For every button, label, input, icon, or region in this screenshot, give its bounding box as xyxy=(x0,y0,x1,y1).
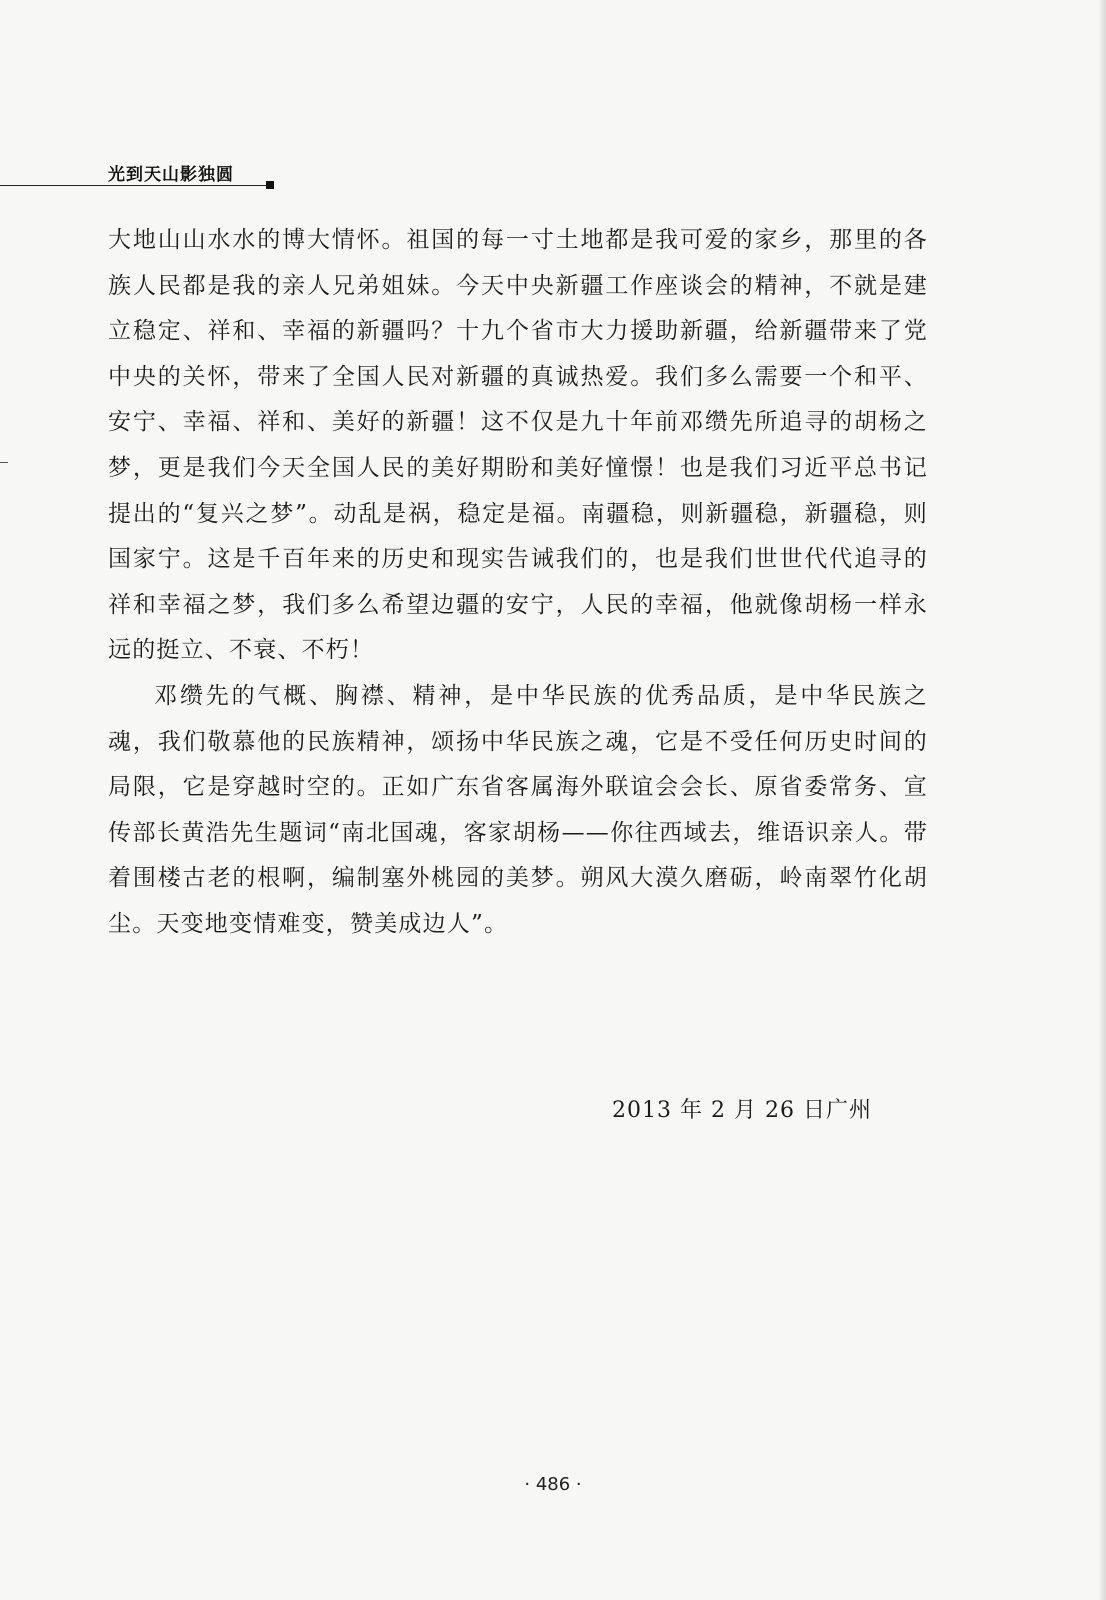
header-square-ornament xyxy=(266,181,274,189)
paragraph-2: 邓缵先的气概、胸襟、精神，是中华民族的优秀品质，是中华民族之魂，我们敬慕他的民族精神，颂扬中华民族之魂，它是不受任何历史时间的局限，它是穿越时空的。正如广东省客属海外联谊会会长、原省委常务、宣传部长黄浩先生题词“南北国魂，客家胡杨——你往西域去，维语识亲人。带着围楼古老的根啊，编制塞外桃园的美梦。朔风大漠久磨砺，岭南翠竹化胡尘。天变地变情难变，赞美成边人”。 xyxy=(108,682,928,937)
header-rule xyxy=(0,185,268,186)
date-signature: 2013 年 2 月 26 日广州 xyxy=(612,1098,872,1123)
body-text xyxy=(108,218,928,948)
paragraph-1: 大地山山水水的博大情怀。祖国的每一寸土地都是我可爱的家乡，那里的各族人民都是我的亲人兄弟姐妹。今天中央新疆工作座谈会的精神，不就是建立稳定、祥和、幸福的新疆吗？十九个省市大力援助新疆，给新疆带来了党中央的关怀，带来了全国人民对新疆的真诚热爱。我们多么需要一个和平、安宁、幸福、祥和、美好的新疆！这不仅是九十年前邓缵先所追寻的胡杨之梦，更是我们今天全国人民的美好期盼和美好憧憬！也是我们习近平总书记提出的“复兴之梦”。动乱是祸，稳定是福。南疆稳，则新疆稳，新疆稳，则国家宁。这是千百年来的历史和现实告诫我们的，也是我们世世代代追寻的祥和幸福之梦，我们多么希望边疆的安宁，人民的幸福，他就像胡杨一样永远的挺立、不衰、不朽！ xyxy=(108,227,928,664)
margin-tick-mark xyxy=(0,462,8,463)
scan-edge-shadow xyxy=(1098,0,1106,1600)
running-header: 光到天山影独圆 xyxy=(108,165,234,185)
page-number: · 486 · xyxy=(524,1474,582,1495)
